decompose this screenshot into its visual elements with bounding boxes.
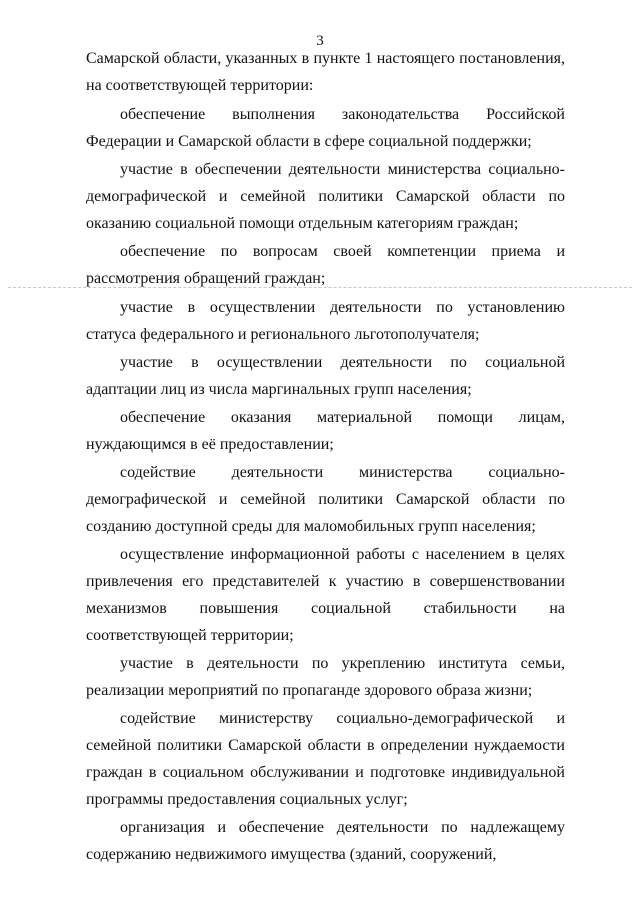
page-number: 3 bbox=[316, 33, 324, 49]
paragraph-9: осуществление информационной работы с населением в целях привлечения его представителей к участию в совершенствовании механизмов повышения социальной стабильности на соответствующей территории; bbox=[86, 546, 565, 644]
paragraph-12: организация и обеспечение деятельности по надлежащему содержанию недвижимого имущества (зданий, сооружений, bbox=[86, 819, 565, 863]
document-body bbox=[86, 45, 565, 868]
paragraph-2: обеспечение выполнения законодательства Российской Федерации и Самарской области в сфере социальной поддержки; bbox=[86, 106, 565, 150]
paragraph-10: участие в деятельности по укреплению института семьи, реализации мероприятий по пропаганде здорового образа жизни; bbox=[86, 655, 565, 699]
paragraph-7: обеспечение оказания материальной помощи лицам, нуждающимся в её предоставлении; bbox=[86, 409, 565, 453]
paragraph-4: обеспечение по вопросам своей компетенции приема и рассмотрения обращений граждан; bbox=[86, 243, 565, 287]
paragraph-5: участие в осуществлении деятельности по установлению статуса федерального и регионального льготополучателя; bbox=[86, 299, 565, 343]
paragraph-8: содействие деятельности министерства социально-демографической и семейной политики Самарской области по созданию доступной среды для маломобильных групп населения; bbox=[86, 464, 565, 535]
paragraph-6: участие в осуществлении деятельности по социальной адаптации лиц из числа маргинальных групп населения; bbox=[86, 354, 565, 398]
paragraph-1: Самарской области, указанных в пункте 1 настоящего постановления, на соответствующей территории: bbox=[86, 50, 565, 94]
paragraph-11: содействие министерству социально-демографической и семейной политики Самарской области в определении нуждаемости граждан в социальном обслуживании и подготовке индивидуальной программы предоставления социальных услуг; bbox=[86, 710, 565, 808]
paragraph-3: участие в обеспечении деятельности министерства социально-демографической и семейной политики Самарской области по оказанию социальной помощи отдельным категориям граждан; bbox=[86, 161, 565, 232]
